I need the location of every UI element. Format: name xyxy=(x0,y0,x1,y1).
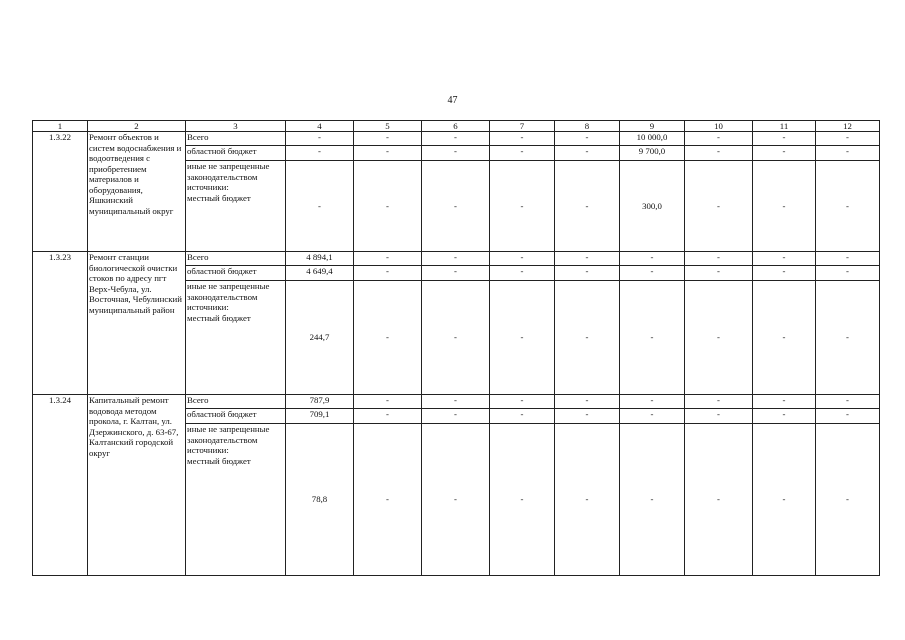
row-description: Ремонт объектов и систем водоснабжения и водоотведения с приобретением материалов и оборудования, Яшкинский муниципальный округ xyxy=(88,132,186,252)
source-label: Всего xyxy=(186,132,286,146)
page-number: 47 xyxy=(447,95,458,106)
value-cell: 78,8 xyxy=(286,424,354,576)
value-cell: - xyxy=(422,281,490,395)
value-cell: - xyxy=(753,409,816,424)
value-cell: - xyxy=(555,281,620,395)
value-cell: - xyxy=(354,395,422,409)
value-cell: - xyxy=(555,252,620,266)
value-cell: - xyxy=(555,146,620,161)
value-cell: 244,7 xyxy=(286,281,354,395)
value-cell: 300,0 xyxy=(620,161,685,252)
value-cell: - xyxy=(422,266,490,281)
value-cell: - xyxy=(354,281,422,395)
table-body xyxy=(33,132,880,576)
value-cell: 4 894,1 xyxy=(286,252,354,266)
value-cell: - xyxy=(620,281,685,395)
value-cell: - xyxy=(286,161,354,252)
source-other-label: иные не запрещенные законодательством источники: xyxy=(187,424,270,455)
row-description: Капитальный ремонт водовода методом прокола, г. Калтан, ул. Дзержинского, д. 63-67, Калтанский городской округ xyxy=(88,395,186,576)
value-cell: - xyxy=(816,409,880,424)
row-description: Ремонт станции биологической очистки стоков по адресу пгт Верх-Чебула, ул. Восточная, Чебулинский муниципальный район xyxy=(88,252,186,395)
value-cell: - xyxy=(490,281,555,395)
header-cell: 1 xyxy=(33,121,88,132)
value-cell: - xyxy=(354,424,422,576)
row-number: 1.3.24 xyxy=(33,395,88,576)
value-cell: - xyxy=(816,281,880,395)
value-cell: - xyxy=(555,395,620,409)
source-label xyxy=(186,424,286,576)
source-local-label: местный бюджет xyxy=(187,455,251,466)
value-cell: - xyxy=(354,266,422,281)
value-cell: - xyxy=(490,409,555,424)
value-cell: - xyxy=(490,146,555,161)
value-cell: 9 700,0 xyxy=(620,146,685,161)
source-label xyxy=(186,161,286,252)
value-cell: - xyxy=(685,395,753,409)
value-cell: - xyxy=(620,266,685,281)
header-cell: 6 xyxy=(422,121,490,132)
value-cell: - xyxy=(816,161,880,252)
source-label: Всего xyxy=(186,395,286,409)
table-row xyxy=(33,252,880,266)
table-row xyxy=(33,132,880,146)
header-cell: 10 xyxy=(685,121,753,132)
value-cell: - xyxy=(816,132,880,146)
value-cell: - xyxy=(816,146,880,161)
table-row xyxy=(33,395,880,409)
value-cell: - xyxy=(753,146,816,161)
value-cell: 4 649,4 xyxy=(286,266,354,281)
header-cell: 5 xyxy=(354,121,422,132)
value-cell: - xyxy=(354,146,422,161)
value-cell: - xyxy=(490,252,555,266)
value-cell: 10 000,0 xyxy=(620,132,685,146)
value-cell: - xyxy=(422,161,490,252)
value-cell: - xyxy=(555,424,620,576)
value-cell: - xyxy=(685,161,753,252)
value-cell: - xyxy=(816,395,880,409)
value-cell: - xyxy=(685,281,753,395)
value-cell: - xyxy=(685,146,753,161)
value-cell: - xyxy=(753,395,816,409)
source-label: областной бюджет xyxy=(186,266,286,281)
value-cell: - xyxy=(422,409,490,424)
value-cell: - xyxy=(354,161,422,252)
value-cell: - xyxy=(490,395,555,409)
value-cell: - xyxy=(422,146,490,161)
value-cell: - xyxy=(422,395,490,409)
value-cell: - xyxy=(753,132,816,146)
header-cell: 4 xyxy=(286,121,354,132)
value-cell: - xyxy=(816,424,880,576)
value-cell: 787,9 xyxy=(286,395,354,409)
value-cell: - xyxy=(422,424,490,576)
value-cell: - xyxy=(816,266,880,281)
value-cell: - xyxy=(422,132,490,146)
value-cell: - xyxy=(490,132,555,146)
value-cell: - xyxy=(753,161,816,252)
budget-table xyxy=(32,120,880,576)
value-cell: - xyxy=(753,266,816,281)
value-cell: - xyxy=(753,252,816,266)
value-cell: - xyxy=(555,409,620,424)
header-cell: 7 xyxy=(490,121,555,132)
value-cell: - xyxy=(753,424,816,576)
value-cell: - xyxy=(753,281,816,395)
value-cell: 709,1 xyxy=(286,409,354,424)
header-cell: 11 xyxy=(753,121,816,132)
value-cell: - xyxy=(555,161,620,252)
value-cell: - xyxy=(422,252,490,266)
value-cell: - xyxy=(620,395,685,409)
value-cell: - xyxy=(620,409,685,424)
source-label xyxy=(186,281,286,395)
header-cell: 8 xyxy=(555,121,620,132)
source-local-label: местный бюджет xyxy=(187,312,251,323)
value-cell: - xyxy=(685,424,753,576)
source-label: областной бюджет xyxy=(186,146,286,161)
table-header xyxy=(33,121,880,132)
source-other-label: иные не запрещенные законодательством источники: xyxy=(187,281,270,312)
value-cell: - xyxy=(685,266,753,281)
source-label: областной бюджет xyxy=(186,409,286,424)
header-cell: 12 xyxy=(816,121,880,132)
header-cell: 3 xyxy=(186,121,286,132)
value-cell: - xyxy=(354,252,422,266)
source-local-label: местный бюджет xyxy=(187,192,251,203)
value-cell: - xyxy=(490,424,555,576)
value-cell: - xyxy=(286,132,354,146)
value-cell: - xyxy=(685,132,753,146)
value-cell: - xyxy=(620,252,685,266)
header-cell: 9 xyxy=(620,121,685,132)
row-number: 1.3.22 xyxy=(33,132,88,252)
value-cell: - xyxy=(555,132,620,146)
value-cell: - xyxy=(816,252,880,266)
source-label: Всего xyxy=(186,252,286,266)
value-cell: - xyxy=(490,266,555,281)
value-cell: - xyxy=(685,409,753,424)
header-cell: 2 xyxy=(88,121,186,132)
value-cell: - xyxy=(354,132,422,146)
value-cell: - xyxy=(555,266,620,281)
value-cell: - xyxy=(286,146,354,161)
row-number: 1.3.23 xyxy=(33,252,88,395)
value-cell: - xyxy=(354,409,422,424)
source-other-label: иные не запрещенные законодательством источники: xyxy=(187,161,270,192)
value-cell: - xyxy=(620,424,685,576)
value-cell: - xyxy=(490,161,555,252)
value-cell: - xyxy=(685,252,753,266)
